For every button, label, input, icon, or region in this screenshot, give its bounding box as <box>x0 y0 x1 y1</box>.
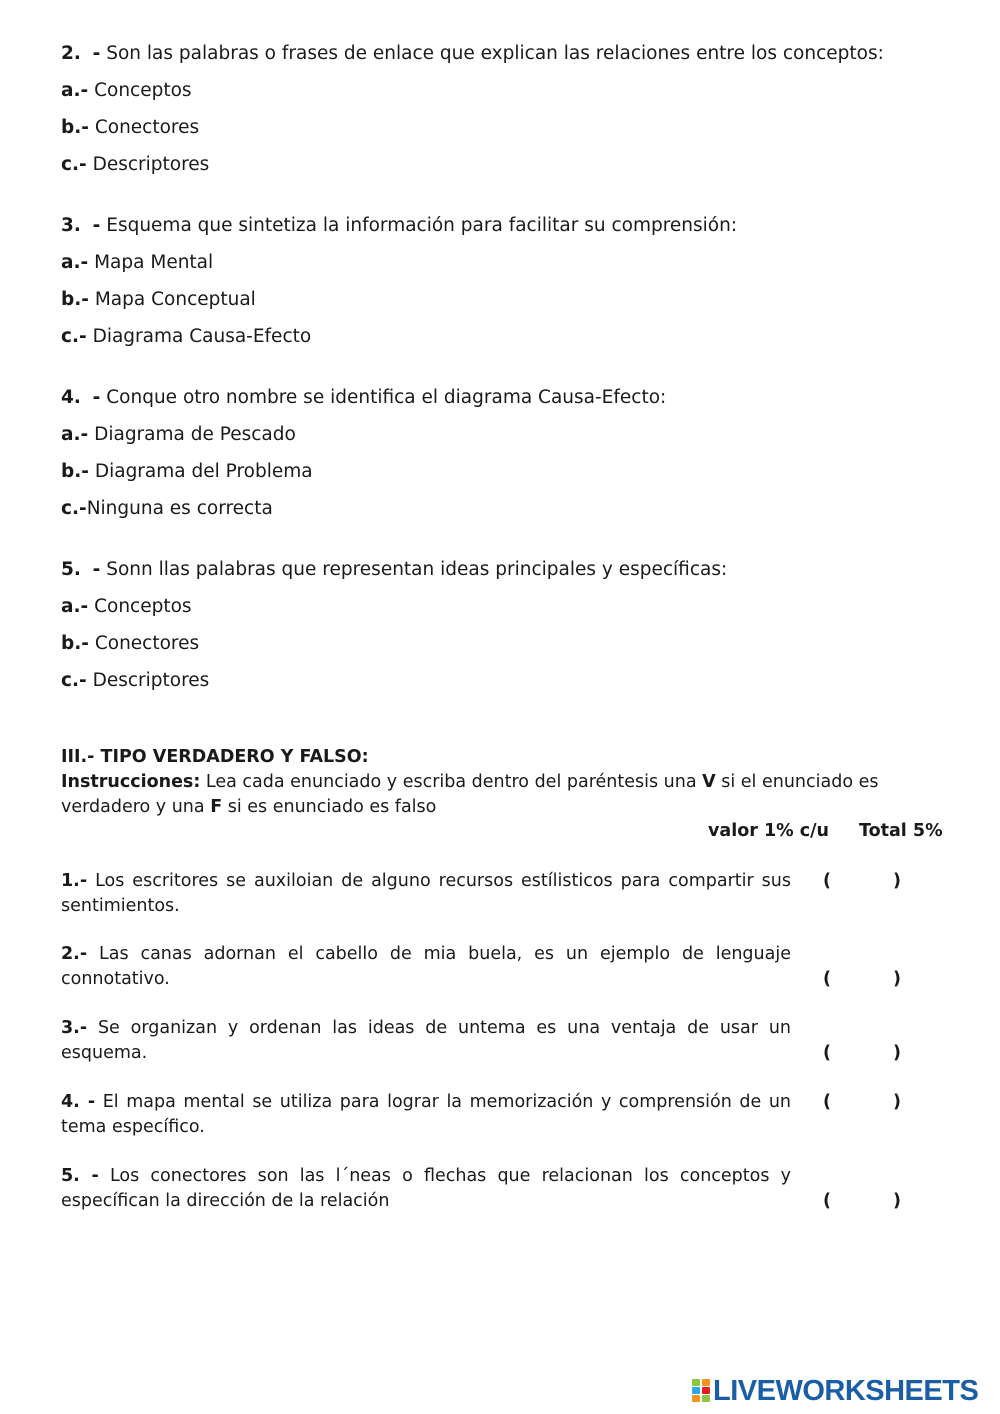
question-stem <box>61 207 941 244</box>
option-text: Diagrama de Pescado <box>94 424 296 445</box>
option-letter: b.- <box>61 461 89 482</box>
question-number: 4. <box>61 387 81 408</box>
option-text: Conectores <box>94 117 200 138</box>
option-b <box>61 281 941 318</box>
total-value: Total 5% <box>859 821 943 841</box>
answer-paren-open-4: ( <box>823 1092 831 1112</box>
tf-text: Las canas adornan el cabello de mia buela, es un ejemplo de lenguaje connotativo. <box>61 944 791 989</box>
question-text: Sonn llas palabras que representan ideas principales y específicas: <box>106 559 728 580</box>
answer-paren-open-1: ( <box>823 871 831 891</box>
tf-number: 2.- <box>61 944 88 964</box>
question-stem <box>61 35 941 72</box>
option-letter: c.- <box>61 154 87 175</box>
tf-item-5 <box>61 1164 791 1214</box>
option-a <box>61 72 941 109</box>
option-c <box>61 662 941 699</box>
question-4 <box>61 379 941 527</box>
question-number: 2. <box>61 43 81 64</box>
logo-tile-icon <box>692 1395 700 1402</box>
instructions <box>61 770 941 820</box>
instructions-text-2: si el enunciado es verdadero y una <box>61 772 879 817</box>
option-text: Mapa Conceptual <box>94 289 256 310</box>
instructions-text-1: Lea cada enunciado y escriba dentro del paréntesis una <box>200 772 703 792</box>
option-text: Conceptos <box>94 596 192 617</box>
option-text: Diagrama Causa-Efecto <box>92 326 312 347</box>
question-stem <box>61 379 941 416</box>
tf-item-3 <box>61 1016 791 1066</box>
question-text: Esquema que sintetiza la información para facilitar su comprensión: <box>106 215 738 236</box>
question-dash: - <box>92 43 101 64</box>
option-letter: a.- <box>61 80 89 101</box>
tf-text: El mapa mental se utiliza para lograr la memorización y comprensión de un tema específico. <box>61 1092 791 1137</box>
option-letter: a.- <box>61 424 89 445</box>
option-letter: c.- <box>61 498 87 519</box>
question-dash: - <box>92 387 101 408</box>
logo-tile-icon <box>702 1395 710 1402</box>
option-letter: b.- <box>61 633 89 654</box>
liveworksheets-logo-icon <box>692 1379 710 1403</box>
instructions-label: Instrucciones: <box>61 772 201 792</box>
letter-v: V <box>702 772 716 792</box>
option-a <box>61 416 941 453</box>
tf-text: Se organizan y ordenan las ideas de untema es una ventaja de usar un esquema. <box>61 1018 791 1063</box>
answer-paren-close-5: ) <box>893 1191 901 1211</box>
tf-item-1 <box>61 869 791 919</box>
answer-paren-close-3: ) <box>893 1043 901 1063</box>
question-3 <box>61 207 941 355</box>
question-2 <box>61 35 941 183</box>
tf-number: 3.- <box>61 1018 88 1038</box>
question-stem <box>61 551 941 588</box>
answer-paren-close-1: ) <box>893 871 901 891</box>
tf-number: 5. - <box>61 1166 99 1186</box>
logo-tile-icon <box>692 1387 700 1394</box>
answer-paren-open-2: ( <box>823 969 831 989</box>
letter-f: F <box>210 797 223 817</box>
option-text: Descriptores <box>92 154 210 175</box>
tf-number: 1.- <box>61 871 88 891</box>
answer-paren-open-5: ( <box>823 1191 831 1211</box>
option-a <box>61 588 941 625</box>
option-c <box>61 318 941 355</box>
question-number: 5. <box>61 559 81 580</box>
tf-text: Los conectores son las l´neas o flechas que relacionan los conceptos y específican la dirección de la relación <box>61 1166 791 1211</box>
option-c <box>61 146 941 183</box>
option-text: Mapa Mental <box>94 252 214 273</box>
answer-paren-open-3: ( <box>823 1043 831 1063</box>
option-b <box>61 453 941 490</box>
option-letter: c.- <box>61 670 87 691</box>
logo-tile-icon <box>702 1387 710 1394</box>
tf-item-4 <box>61 1090 791 1140</box>
question-number: 3. <box>61 215 81 236</box>
option-text: Diagrama del Problema <box>94 461 313 482</box>
logo-text: LIVEWORKSHEETS <box>713 1374 979 1407</box>
question-text: Conque otro nombre se identifica el diagrama Causa-Efecto: <box>106 387 667 408</box>
tf-number: 4. - <box>61 1092 96 1112</box>
question-text: Son las palabras o frases de enlace que explican las relaciones entre los conceptos: <box>106 43 884 64</box>
option-b <box>61 625 941 662</box>
instructions-text-3: si es enunciado es falso <box>222 797 437 817</box>
section-title-text: III.- TIPO VERDADERO Y FALSO: <box>61 747 369 767</box>
option-text: Ninguna es correcta <box>86 498 273 519</box>
option-letter: a.- <box>61 596 89 617</box>
logo-tile-icon <box>702 1379 710 1386</box>
option-letter: c.- <box>61 326 87 347</box>
option-b <box>61 109 941 146</box>
option-c <box>61 490 941 527</box>
option-text: Conceptos <box>94 80 192 101</box>
liveworksheets-logo <box>692 1374 978 1408</box>
section-title <box>61 745 941 770</box>
option-text: Descriptores <box>92 670 210 691</box>
question-dash: - <box>92 215 101 236</box>
logo-tile-icon <box>692 1379 700 1386</box>
section-true-false-header <box>61 745 941 820</box>
option-letter: b.- <box>61 289 89 310</box>
option-a <box>61 244 941 281</box>
question-dash: - <box>92 559 101 580</box>
answer-paren-close-4: ) <box>893 1092 901 1112</box>
question-5 <box>61 551 941 699</box>
option-letter: a.- <box>61 252 89 273</box>
answer-paren-close-2: ) <box>893 969 901 989</box>
option-text: Conectores <box>94 633 200 654</box>
option-letter: b.- <box>61 117 89 138</box>
tf-item-2 <box>61 942 791 992</box>
value-per-item: valor 1% c/u <box>708 821 829 841</box>
tf-text: Los escritores se auxiloian de alguno recursos estílisticos para compartir sus sentimientos. <box>61 871 791 916</box>
